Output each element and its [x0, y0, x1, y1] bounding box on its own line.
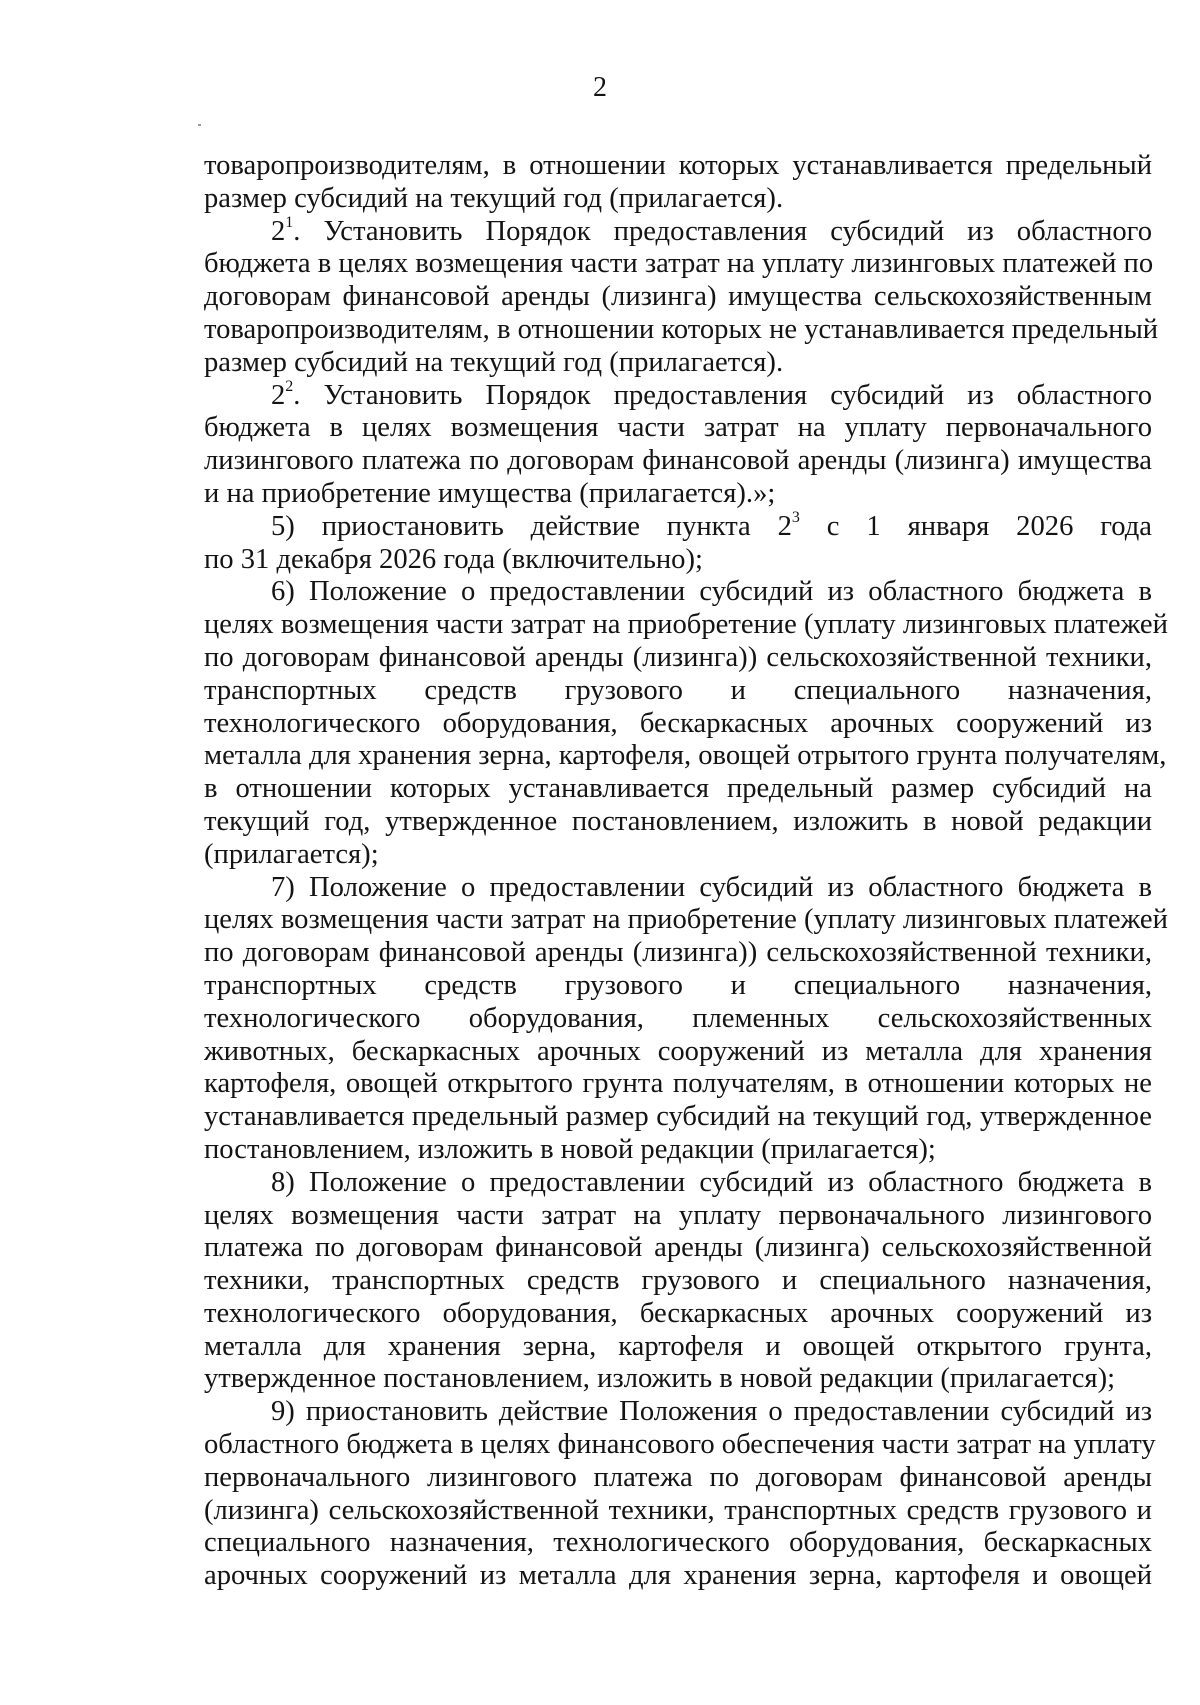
- text-line-content: животных, бескаркасных арочных сооружений из металла для хранения: [204, 1035, 1152, 1067]
- text-line: [204, 1200, 1152, 1233]
- text-line: [204, 1527, 1152, 1560]
- text-line-content: лизингового платежа по договорам финансовой аренды (лизинга) имущества: [204, 445, 1152, 477]
- text-line: [204, 1068, 1152, 1101]
- superscript: 1: [285, 214, 294, 232]
- text-line: [204, 1167, 1152, 1200]
- text-line: [204, 1495, 1152, 1528]
- text-line: [204, 1560, 1152, 1593]
- text-line-prefix: 2: [271, 379, 286, 411]
- text-line: [204, 872, 1152, 905]
- text-line: [204, 216, 1152, 249]
- text-line: [204, 1363, 1152, 1396]
- text-line-content: арочных сооружений из металла для хранения зерна, картофеля и овощей: [204, 1560, 1152, 1592]
- text-line: [204, 412, 1152, 445]
- text-line-content: . Установить Порядок предоставления субсидий из областного: [293, 215, 1152, 247]
- text-line: [204, 609, 1168, 642]
- text-line-content: техники, транспортных средств грузового и специального назначения,: [204, 1265, 1152, 1297]
- text-line-content: технологического оборудования, племенных сельскохозяйственных: [204, 1002, 1152, 1034]
- text-line-content: 6) Положение о предоставлении субсидий из областного бюджета в: [271, 576, 1152, 608]
- text-line-prefix: 5) приостановить действие пункта 2: [271, 510, 792, 542]
- text-line-content: транспортных средств грузового и специального назначения,: [204, 674, 1152, 706]
- text-line-content: и на приобретение имущества (прилагается).»;: [204, 477, 776, 509]
- text-line-content: . Установить Порядок предоставления субсидий из областного: [293, 379, 1152, 411]
- text-line: [204, 773, 1152, 806]
- text-line: [204, 642, 1152, 675]
- document-body: [204, 150, 1168, 1593]
- text-line-content: в отношении которых устанавливается предельный размер субсидий на: [204, 773, 1152, 805]
- text-line-content: договорам финансовой аренды (лизинга) имущества сельскохозяйственным: [204, 281, 1152, 313]
- text-line: [204, 347, 1152, 380]
- page-number: 2: [593, 72, 607, 103]
- text-line-content: размер субсидий на текущий год (прилагается).: [204, 182, 784, 214]
- text-line-content: товаропроизводителям, в отношении которых не устанавливается предельный: [204, 313, 1159, 345]
- text-line-content: товаропроизводителям, в отношении которых устанавливается предельный: [204, 150, 1152, 181]
- text-line: [204, 1232, 1152, 1265]
- text-line-content: текущий год, утвержденное постановлением, изложить в новой редакции: [204, 805, 1152, 837]
- text-line: [204, 313, 1159, 347]
- text-line-content: платежа по договорам финансовой аренды (лизинга) сельскохозяйственной: [204, 1232, 1152, 1264]
- text-line-content: бюджета в целях возмещения части затрат на уплату первоначального: [204, 412, 1152, 444]
- text-line-content: устанавливается предельный размер субсидий на текущий год, утвержденное: [204, 1101, 1152, 1133]
- text-line: [204, 1298, 1152, 1331]
- text-line: [204, 1265, 1152, 1298]
- text-line: [204, 1134, 1152, 1167]
- text-line: [204, 740, 1167, 773]
- text-line-content: металла для хранения зерна, картофеля и овощей открытого грунта,: [204, 1330, 1152, 1362]
- superscript: 3: [791, 509, 800, 527]
- text-line: [204, 1396, 1152, 1429]
- text-line-content: транспортных средств грузового и специального назначения,: [204, 969, 1152, 1001]
- text-line: [204, 380, 1152, 413]
- text-line: [204, 576, 1152, 609]
- text-line-content: размер субсидий на текущий год (прилагается).: [204, 346, 784, 378]
- text-line-content: (лизинга) сельскохозяйственной техники, транспортных средств грузового и: [204, 1494, 1152, 1526]
- text-line-content: по договорам финансовой аренды (лизинга)) сельскохозяйственной техники,: [204, 937, 1152, 969]
- text-line-content: целях возмещения части затрат на уплату первоначального лизингового: [204, 1199, 1152, 1231]
- text-line-content: целях возмещения части затрат на приобретение (уплату лизинговых платежей: [204, 904, 1168, 936]
- text-line-content: первоначального лизингового платежа по договорам финансовой аренды: [204, 1461, 1152, 1493]
- text-line-content: постановлением, изложить в новой редакции (прилагается);: [204, 1133, 936, 1165]
- text-line-content: технологического оборудования, бескаркасных арочных сооружений из: [204, 707, 1152, 739]
- text-line-content: 9) приостановить действие Положения о предоставлении субсидий из: [271, 1396, 1152, 1428]
- text-line-content: областного бюджета в целях финансового обеспечения части затрат на уплату: [204, 1429, 1156, 1461]
- text-line: [204, 839, 1152, 872]
- text-line-prefix: 2: [271, 215, 286, 247]
- text-line-content: по 31 декабря 2026 года (включительно);: [204, 543, 703, 575]
- text-line-content: технологического оборудования, бескаркасных арочных сооружений из: [204, 1297, 1152, 1329]
- text-line: [204, 1101, 1152, 1134]
- text-line-content: бюджета в целях возмещения части затрат на уплату лизинговых платежей по: [204, 248, 1154, 280]
- text-line: [204, 1462, 1152, 1495]
- text-line: [204, 150, 1152, 183]
- text-line: [204, 478, 1152, 511]
- text-line: [204, 1331, 1152, 1364]
- text-line: [204, 511, 1152, 544]
- text-line: [204, 248, 1152, 281]
- text-line: [204, 1429, 1156, 1462]
- text-line: [204, 970, 1152, 1003]
- text-line: [204, 1003, 1152, 1036]
- text-line: [204, 1036, 1152, 1069]
- text-line-content: металла для хранения зерна, картофеля, овощей отрытого грунта получателям,: [204, 740, 1167, 772]
- text-line: [204, 675, 1152, 708]
- text-line: [204, 708, 1152, 741]
- text-line: [204, 445, 1152, 478]
- superscript: 2: [285, 378, 294, 396]
- text-line: [204, 544, 1152, 577]
- text-line-content: картофеля, овощей открытого грунта получателям, в отношении которых не: [204, 1068, 1152, 1100]
- scan-speck: [198, 124, 201, 126]
- text-line: [204, 183, 1152, 216]
- text-line: [204, 806, 1152, 839]
- text-line-content: 8) Положение о предоставлении субсидий из областного бюджета в: [271, 1166, 1152, 1198]
- text-line-content: утвержденное постановлением, изложить в новой редакции (прилагается);: [204, 1363, 1116, 1395]
- text-line: [204, 281, 1152, 314]
- text-line-content: 7) Положение о предоставлении субсидий из областного бюджета в: [271, 871, 1152, 903]
- text-line-content: специального назначения, технологического оборудования, бескаркасных: [204, 1527, 1152, 1559]
- text-line-content: целях возмещения части затрат на приобретение (уплату лизинговых платежей: [204, 609, 1168, 641]
- text-line: [204, 937, 1152, 970]
- text-line-content: (прилагается);: [204, 838, 379, 870]
- text-line-content: по договорам финансовой аренды (лизинга)) сельскохозяйственной техники,: [204, 641, 1152, 673]
- text-line-content: с 1 января 2026 года: [799, 510, 1152, 542]
- text-line: [204, 904, 1168, 937]
